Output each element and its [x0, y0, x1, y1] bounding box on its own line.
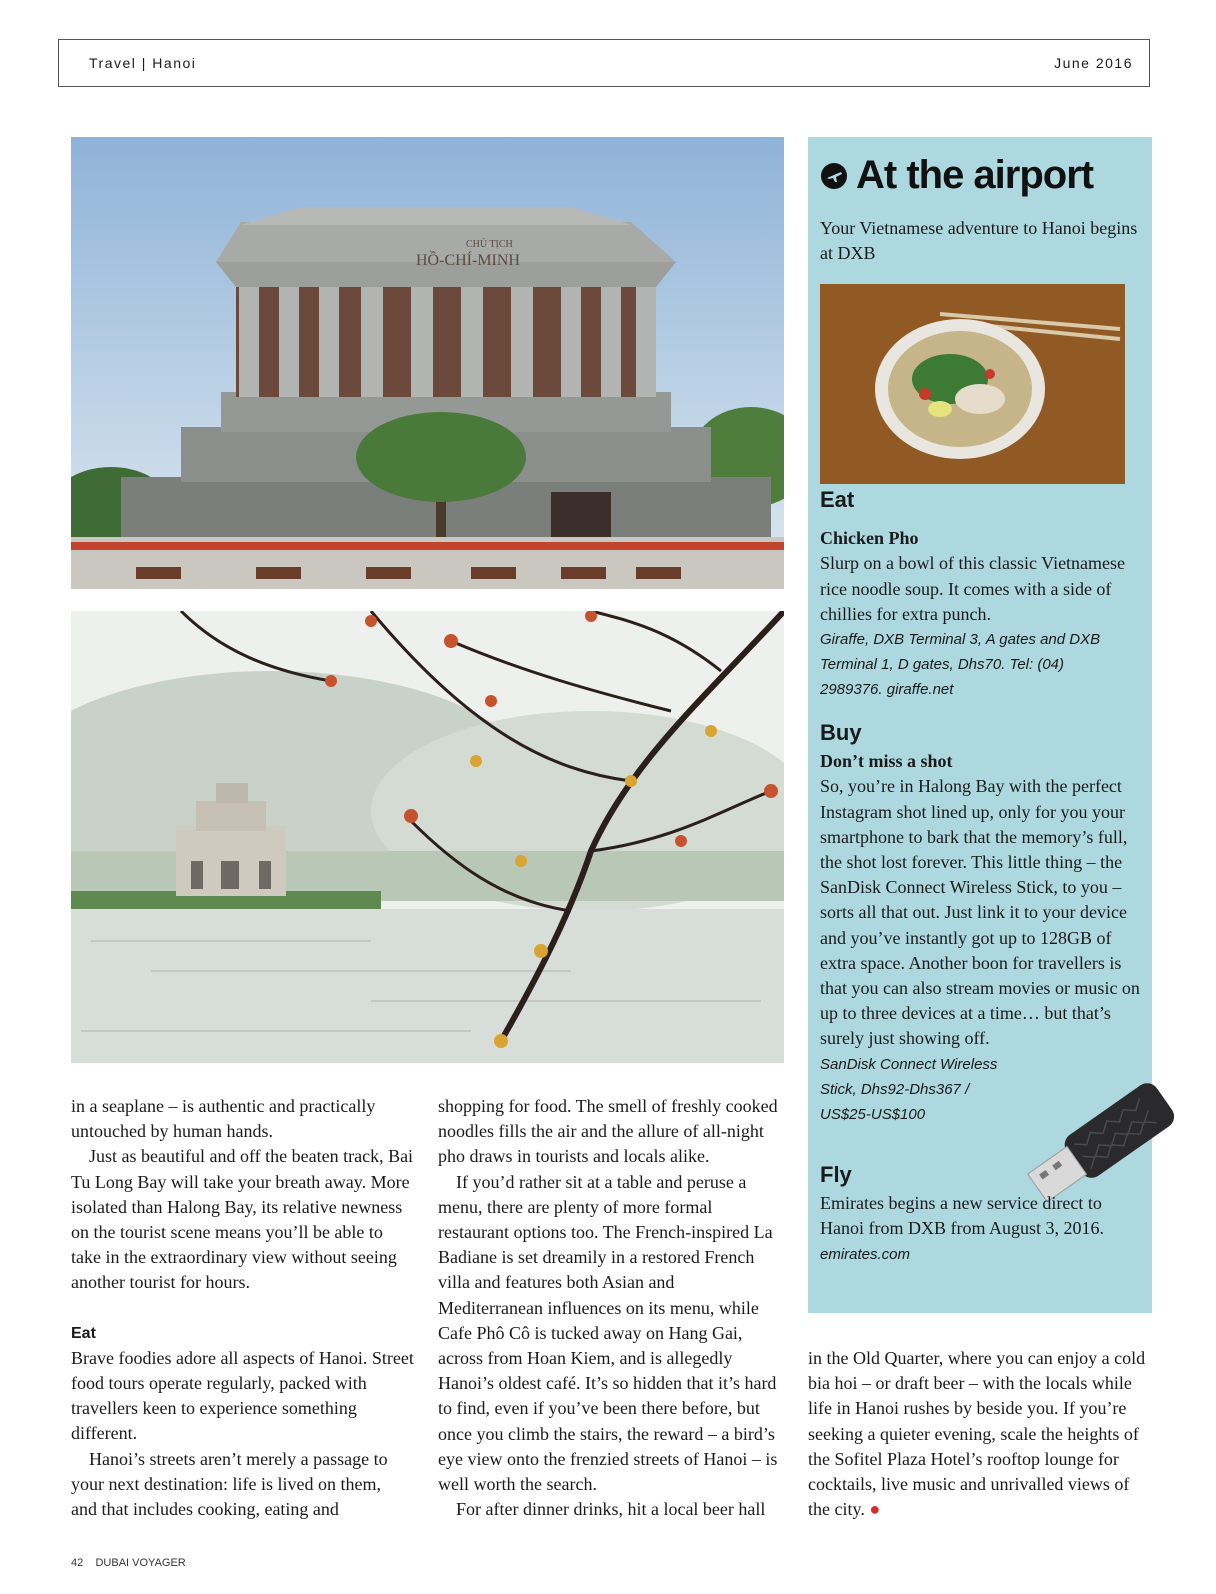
sidebar-intro: Your Vietnamese adventure to Hanoi begins at DXB	[820, 218, 1138, 263]
eat-info: Giraffe, DXB Terminal 3, A gates and DXB Terminal 1, D gates, Dhs70. Tel: (04) 2989376. giraffe.net	[820, 631, 1101, 699]
mausoleum-sign: HỒ-CHÍ-MINH	[416, 252, 520, 269]
article-column-2	[438, 1094, 783, 1522]
mausoleum-sign-top: CHỦ TỊCH	[466, 239, 513, 250]
article-column-3	[808, 1346, 1153, 1522]
col1-paragraph: Just as beautiful and off the beaten track, Bai Tu Long Bay will take your breath away. More isolated than Halong Bay, its relative newness on the tourist scene means you’ll be able to take in the extraordinary view without seeing another tourist for hours.	[71, 1146, 414, 1293]
fly-heading: Fly	[820, 1162, 852, 1187]
buy-heading: Buy	[820, 720, 862, 745]
col1-paragraph: Brave foodies adore all aspects of Hanoi. Street food tours operate regularly, packed with travellers keen to experience something different.	[71, 1347, 414, 1444]
page-footer	[71, 1557, 186, 1569]
col3-paragraph: in the Old Quarter, where you can enjoy a cold bia hoi – or draft beer – with the locals while life in Hanoi rushes by beside you. If you’re seeking a quieter evening, scale the heights of the Sofitel Plaza Hotel’s rooftop lounge for cocktails, live music and unrivalled views of the city.	[808, 1348, 1146, 1520]
mausoleum-photo	[71, 137, 784, 589]
col1-paragraph: in a seaplane – is authentic and practically untouched by human hands.	[71, 1096, 376, 1142]
buy-body: So, you’re in Halong Bay with the perfect Instagram shot lined up, only for you your smartphone to bark that the memory’s full, the shot lost forever. This little thing – the SanDisk Connect Wireless Stick, to you – sorts all that out. Just link it to your device and you’ve instantly got up to 128GB of extra space. Another boon for travellers is that you can also stream movies or music on up to three devices at a time… but that’s surely just showing off.	[820, 776, 1140, 1049]
issue-date: June 2016	[1054, 55, 1133, 71]
col2-paragraph: For after dinner drinks, hit a local beer hall	[456, 1499, 766, 1520]
fly-section	[820, 1162, 1145, 1267]
end-mark-icon: ●	[869, 1499, 881, 1520]
col1-paragraph: Hanoi’s streets aren’t merely a passage to your next destination: life is lived on them, and that includes cooking, eating and	[71, 1448, 388, 1520]
fly-body: Emirates begins a new service direct to Hanoi from DXB from August 3, 2016.	[820, 1193, 1104, 1239]
col1-eat-heading: Eat	[71, 1324, 96, 1342]
magazine-name: DUBAI VOYAGER	[95, 1557, 186, 1569]
airplane-icon	[820, 162, 848, 190]
page-header	[58, 39, 1150, 87]
eat-body: Slurp on a bowl of this classic Vietnamese rice noodle soup. It comes with a side of chillies for extra punch.	[820, 553, 1126, 624]
airport-sidebar	[808, 137, 1152, 1313]
eat-heading: Eat	[820, 487, 855, 512]
sidebar-title-text: At the airport	[856, 153, 1094, 197]
section-label: Travel | Hanoi	[89, 55, 197, 71]
fly-info: emirates.com	[820, 1245, 911, 1263]
article-column-1	[71, 1094, 416, 1522]
eat-subheading: Chicken Pho	[820, 528, 919, 549]
page-number: 42	[71, 1557, 84, 1569]
pho-photo	[820, 284, 1125, 484]
col2-paragraph: shopping for food. The smell of freshly cooked noodles fills the air and the allure of all-night pho draws in tourists and locals alike.	[438, 1096, 778, 1167]
lake-photo	[71, 611, 784, 1063]
col2-paragraph: If you’d rather sit at a table and peruse a menu, there are plenty of more formal restaurant options too. The French-inspired La Badiane is set dreamily in a restored French villa and features both Asian and Mediterranean influences on its menu, while Cafe Phô Cô is tucked away on Hang Gai, across from Hoan Kiem, and is allegedly Hanoi’s oldest café. It’s so hidden that it’s hard to find, even if you’ve been there before, but once you climb the stairs, the reward – a bird’s eye view onto the frenzied streets of Hanoi – is well worth the search.	[438, 1171, 778, 1495]
sidebar-title	[820, 153, 1093, 198]
buy-info: SanDisk Connect Wireless Stick, Dhs92-Dhs367 / US$25-US$100	[820, 1055, 998, 1124]
eat-section	[820, 487, 1145, 703]
buy-subheading: Don’t miss a shot	[820, 751, 953, 772]
